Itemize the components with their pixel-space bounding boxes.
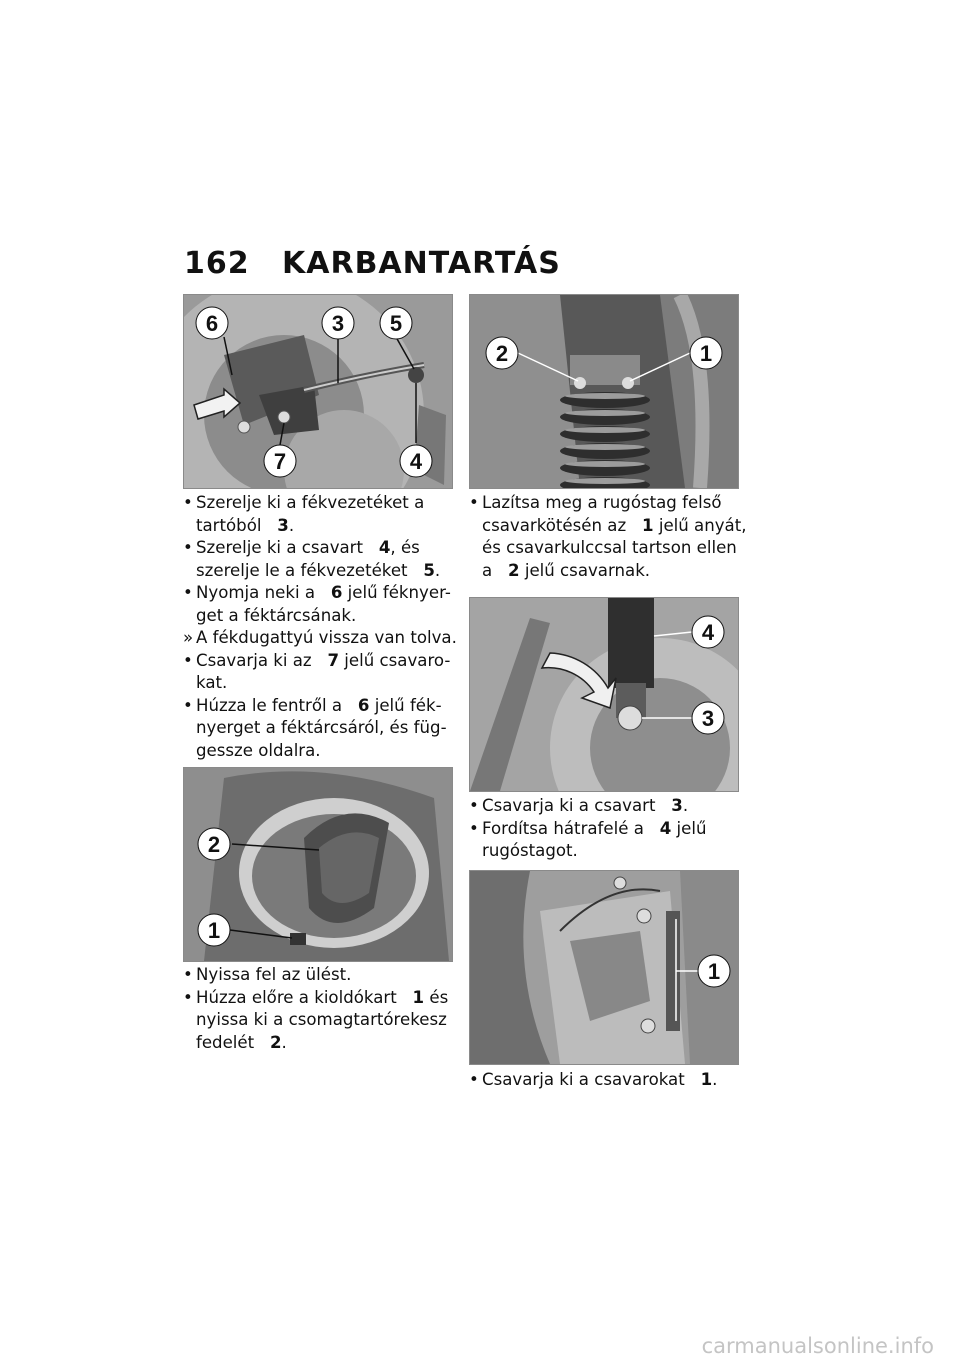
- chapter-title: KARBANTARTÁS: [282, 246, 561, 281]
- page-header: [184, 246, 784, 286]
- figure-shock-bottom-mount: [469, 597, 739, 792]
- instructions-left-bottom: [183, 964, 458, 1054]
- callout-4: 4: [701, 620, 715, 645]
- step-turn-shock-back: • Fordítsa hátrafelé a 4 jelű rugóstagot.: [469, 818, 707, 860]
- instructions-right-top: [469, 492, 754, 582]
- callout-6: 6: [205, 311, 219, 336]
- shock-bottom-mount-illustration: [470, 598, 738, 791]
- figure-storage-compartment: [183, 767, 453, 962]
- callout-1: 1: [707, 959, 721, 984]
- page-number: 162: [184, 246, 250, 281]
- instructions-right-middle: [469, 795, 754, 863]
- instructions-left-top: [183, 492, 458, 762]
- step-remove-screw-4: • Szerelje ki a csavart 4, és szerelje le a fékvezetéket 5.: [183, 538, 441, 580]
- callout-7: 7: [273, 449, 287, 474]
- brake-caliper-illustration: [184, 295, 452, 488]
- figure-swingarm-screws: [469, 870, 739, 1065]
- instructions-right-bottom: [469, 1069, 754, 1092]
- step-pull-off-caliper: • Húzza le fentről a 6 jelű fék- nyerget a féktárcsáról, és füg- gessze oldalra.: [183, 695, 447, 760]
- step-open-seat: • Nyissa fel az ülést.: [183, 965, 352, 984]
- step-remove-screws-1: • Csavarja ki a csavarokat 1.: [469, 1070, 718, 1089]
- result-piston-pushed: » A fékdugattyú vissza van tolva.: [183, 628, 457, 647]
- swingarm-screws-illustration: [470, 871, 738, 1064]
- storage-compartment-illustration: [184, 768, 452, 961]
- callout-5: 5: [389, 311, 403, 336]
- callout-1: 1: [207, 918, 221, 943]
- figure-brake-caliper: [183, 294, 453, 489]
- shock-top-mount-illustration: [470, 295, 738, 488]
- step-loosen-top-nut: • Lazítsa meg a rugóstag felső csavarkötésén az 1 jelű anyát, és csavarkulccsal tartson ellen a 2 jelű csavarnak.: [469, 493, 747, 580]
- figure-shock-top-mount: [469, 294, 739, 489]
- step-remove-screw-3: • Csavarja ki a csavart 3.: [469, 796, 689, 815]
- callout-2: 2: [495, 341, 509, 366]
- callout-2: 2: [207, 832, 221, 857]
- step-remove-screws-7: • Csavarja ki az 7 jelű csavaro- kat.: [183, 650, 451, 692]
- watermark: carmanualsonline.info: [701, 1334, 934, 1358]
- callout-3: 3: [701, 706, 715, 731]
- callout-1: 1: [699, 341, 713, 366]
- callout-3: 3: [331, 311, 345, 336]
- step-open-storage-lid: • Húzza előre a kioldókart 1 és nyissa ki a csomagtartórekesz fedelét 2.: [183, 987, 449, 1052]
- step-remove-brake-line: • Szerelje ki a fékvezetéket a tartóból 3.: [183, 493, 425, 535]
- callout-4: 4: [409, 449, 423, 474]
- step-press-caliper: • Nyomja neki a 6 jelű féknyer- get a féktárcsának.: [183, 583, 451, 625]
